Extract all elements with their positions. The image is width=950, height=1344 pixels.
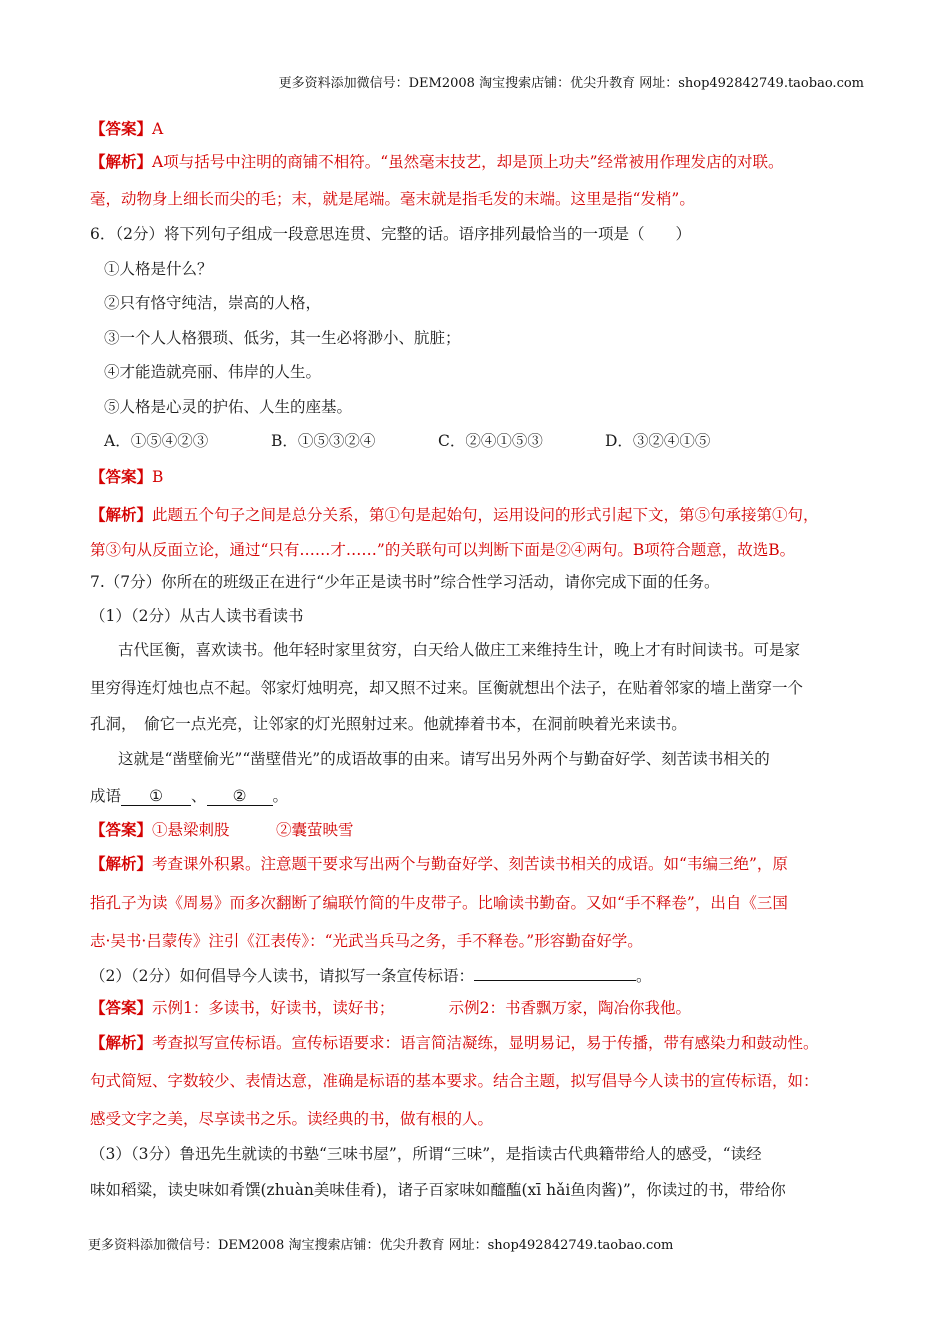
q6-answer-line: [90, 466, 163, 488]
q6-sentence-1: ①人格是什么？: [104, 260, 213, 278]
q7-blank-end: 。: [272, 787, 289, 805]
q6-analysis-2: 第③句从反面立论，通过“只有……才……”的关联句可以判断下面是②④两句。B项符合题意，故选B。: [90, 541, 796, 559]
q7-sub2-analysis-line-1: [90, 1032, 819, 1054]
q7-sub2-analysis-3: 感受文字之美，尽享读书之乐。读经典的书，做有根的人。: [90, 1110, 494, 1128]
q7-sub1-answer: ①悬梁刺股 ②囊萤映雪: [152, 821, 354, 839]
q7-sub2-analysis-2: 句式简短、字数较少、表情达意，准确是标语的基本要求。结合主题，拟写倡导今人读书的宣传标语，如：: [90, 1072, 819, 1090]
answer-label: 【答案】: [90, 820, 153, 839]
q7-sub1-analysis-line-1: [90, 853, 788, 875]
answer-label: 【答案】: [90, 119, 153, 138]
q5-analysis-2: 毫，动物身上细长而尖的毛；末，就是尾端。毫末就是指毛发的末端。这里是指“发梢”。: [90, 190, 695, 208]
q7-sub1-passage-1: 古代匡衡，喜欢读书。他年轻时家里贫穷，白天给人做庄工来维持生计，晚上才有时间读书。可是家: [118, 641, 801, 659]
q7-sub1-answer-line: [90, 819, 354, 841]
q7-sub2-answer-line: [90, 997, 691, 1019]
page-header: 更多资料添加微信号：DEM2008 淘宝搜索店铺：优尖升教育 网址：shop492842749.taobao.com: [278, 76, 864, 91]
analysis-label: 【解析】: [90, 1033, 153, 1052]
q6-answer: B: [152, 468, 164, 486]
q6-sentence-4: ④才能造就亮丽、伟岸的人生。: [104, 363, 322, 381]
analysis-label: 【解析】: [90, 505, 153, 524]
q7-sub1-passage-3: 孔洞， 偷它一点光亮，让邻家的灯光照射过来。他就捧着书本，在洞前映着光来读书。: [90, 715, 687, 733]
q7-sub1-title: （1）（2分）从古人读书看读书: [90, 607, 304, 625]
q7-sub1-analysis-1: 考查课外积累。注意题干要求写出两个与勤奋好学、刻苦读书相关的成语。如“韦编三绝”，原: [152, 855, 788, 873]
q6-stem: 6．（2分）将下列句子组成一段意思连贯、完整的话。语序排列最恰当的一项是（ ）: [90, 225, 691, 243]
q7-slogan-blank[interactable]: [474, 964, 636, 981]
q5-answer: A: [152, 120, 164, 138]
q7-sub3-line-2: 味如稻粱，读史味如肴馔(zhuàn美味佳肴)，诸子百家味如醯醢(xī hǎi鱼肉酱)”，你读过的书，带给你: [90, 1181, 786, 1199]
q6-option-c: C．②④①⑤③: [438, 432, 543, 450]
q7-stem: 7.（7分）你所在的班级正在进行“少年正是读书时”综合性学习活动，请你完成下面的任务。: [90, 573, 720, 591]
q7-sub1-passage-2: 里穷得连灯烛也点不起。邻家灯烛明亮，却又照不过来。匡衡就想出个法子，在贴着邻家的墙上凿穿一个: [90, 679, 804, 697]
q6-sentence-3: ③一个人人格猥琐、低劣，其一生必将渺小、肮脏；: [104, 329, 461, 347]
q7-sub2-title: （2）（2分）如何倡导今人读书，请拟写一条宣传标语：: [90, 967, 474, 985]
q7-sub1-question-prefix: 成语: [90, 787, 122, 805]
analysis-label: 【解析】: [90, 854, 153, 873]
q7-sub1-analysis-2: 指孔子为读《周易》而多次翻断了编联竹简的牛皮带子。比喻读书勤奋。又如“手不释卷”，出自《三国: [90, 894, 788, 912]
q5-answer-line: [90, 118, 163, 140]
q5-analysis-line-1: [90, 151, 784, 173]
q7-sub1-analysis-3: 志·吴书·吕蒙传》注引《江表传》：“光武当兵马之务，手不释卷。”形容勤奋好学。: [90, 932, 643, 950]
q7-sub1-question-2: [90, 785, 288, 807]
analysis-label: 【解析】: [90, 152, 153, 171]
page-footer: 更多资料添加微信号：DEM2008 淘宝搜索店铺：优尖升教育 网址：shop492842749.taobao.com: [88, 1238, 674, 1253]
q6-analysis-1: 此题五个句子之间是总分关系，第①句是起始句，运用设问的形式引起下文，第⑤句承接第①句，: [152, 506, 819, 524]
q6-sentence-2: ②只有恪守纯洁，崇高的人格，: [104, 294, 322, 312]
q7-blank-1[interactable]: ①: [121, 787, 191, 806]
answer-label: 【答案】: [90, 998, 153, 1017]
q7-sub1-question-1: 这就是“凿壁偷光”“凿壁借光”的成语故事的由来。请写出另外两个与勤奋好学、刻苦读书相关的: [118, 750, 770, 768]
q6-analysis-line-1: [90, 504, 819, 526]
q7-sub2-title-end: 。: [635, 967, 652, 985]
q6-option-d: D．③②④①⑤: [605, 432, 711, 450]
q7-sub2-title-line: [90, 964, 652, 987]
q5-analysis-1: A项与括号中注明的商铺不相符。“虽然毫末技艺，却是顶上功夫”经常被用作理发店的对联。: [152, 153, 784, 171]
q7-blank-2[interactable]: ②: [207, 787, 273, 806]
q6-option-a: A．①⑤④②③: [104, 432, 209, 450]
q6-option-b: B．①⑤③②④: [271, 432, 376, 450]
q7-sub2-answer: 示例1：多读书，好读书，读好书； 示例2：书香飘万家，陶冶你我他。: [152, 999, 691, 1017]
q7-blank-sep: 、: [191, 787, 207, 805]
q7-sub3-line-1: （3）（3分）鲁迅先生就读的书塾“三味书屋”，所谓“三味”，是指读古代典籍带给人的感受，“读经: [90, 1145, 762, 1163]
q6-sentence-5: ⑤人格是心灵的护佑、人生的座基。: [104, 398, 353, 416]
q7-sub2-analysis-1: 考查拟写宣传标语。宣传标语要求：语言简洁凝练，显明易记，易于传播，带有感染力和鼓动性。: [152, 1034, 819, 1052]
answer-label: 【答案】: [90, 467, 153, 486]
